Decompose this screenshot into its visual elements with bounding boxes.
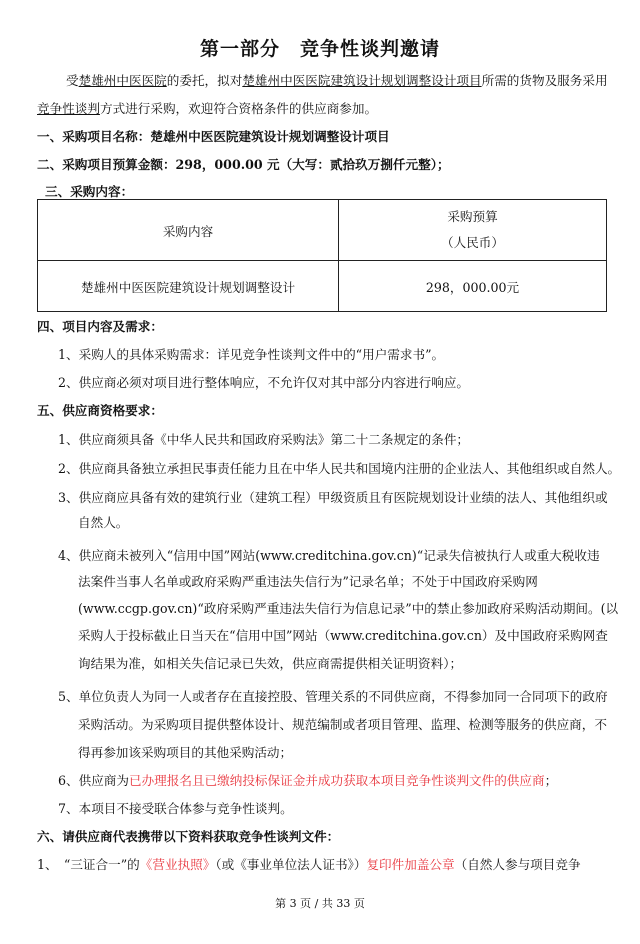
page-title: 第一部分 竞争性谈判邀请 [199, 38, 440, 60]
table-row [38, 261, 607, 312]
document-text: （自然人参与项目竞争 [454, 857, 581, 872]
section-qualifications: 五、供应商资格要求： [37, 403, 163, 418]
section-requirements: 四、项目内容及需求： [37, 319, 163, 334]
header-budget-unit: （人民币） [441, 235, 504, 250]
qualification-line: 2、供应商具备独立承担民事责任能力且在中华人民共和国境内注册的企业法人、其他组织或自然人。 [58, 461, 621, 476]
header-budget-cell [339, 200, 607, 261]
intro-text: 所需的货物及服务采用 [481, 73, 608, 88]
qualification-text: ； [544, 773, 558, 788]
section-project-name: 一、采购项目名称：楚雄州中医医院建筑设计规划调整设计项目 [37, 129, 390, 144]
header-content-cell: 采购内容 [38, 200, 339, 261]
intro-line-1 [66, 72, 608, 90]
table-header-row [38, 200, 607, 261]
qualification-line: (www.ccgp.gov.cn)“政府采购严重违法失信行为信息记录”中的禁止参加政府采购活动期间。(以 [78, 601, 619, 616]
qualification-line: 法案件当事人名单或政府采购严重违法失信行为”记录名单；不处于中国政府采购网 [78, 574, 538, 589]
qualification-line: 采购人于投标截止日当天在“信用中国”网站（www.creditchina.gov.cn）及中国政府采购网查 [78, 628, 608, 643]
intro-text: 方式进行采购，欢迎符合资格条件的供应商参加。 [99, 101, 378, 116]
document-text: （或《事业单位法人证书》） [215, 857, 367, 872]
procurement-method: 竞争性谈判 [37, 101, 100, 116]
qualification-line [58, 772, 557, 790]
qualification-line: 自然人。 [78, 515, 129, 530]
row-content-cell: 楚雄州中医医院建筑设计规划调整设计 [38, 261, 339, 312]
qualification-line: 3、供应商应具备有效的建筑行业（建筑工程）甲级资质且有医院规划设计业绩的法人、其他组织或 [58, 490, 608, 505]
highlighted-document: 复印件加盖公章 [366, 857, 455, 872]
requirement-item: 2、供应商必须对项目进行整体响应，不允许仅对其中部分内容进行响应。 [58, 375, 470, 390]
highlighted-document: 《营业执照》 [139, 857, 216, 872]
document-item [37, 856, 581, 874]
qualification-line: 4、供应商未被列入“信用中国”网站(www.creditchina.gov.cn)“记录失信被执行人或重大税收违 [58, 548, 600, 563]
section-documents: 六、请供应商代表携带以下资料获取竞争性谈判文件： [37, 829, 340, 844]
highlighted-requirement: 已办理报名且已缴纳投标保证金并成功获取本项目竞争性谈判文件的供应商 [128, 773, 545, 788]
intro-text: 的委托，拟对 [166, 73, 243, 88]
qualification-line: 得再参加该采购项目的其他采购活动； [78, 745, 293, 760]
header-budget-label: 采购预算 [447, 209, 498, 224]
requirement-item: 1、采购人的具体采购需求：详见竞争性谈判文件中的“用户需求书”。 [58, 347, 445, 362]
qualification-line: 5、单位负责人为同一人或者存在直接控股、管理关系的不同供应商，不得参加同一合同项下的政府 [58, 689, 608, 704]
page-footer: 第 3 页 / 共 33 页 [275, 897, 365, 910]
purchaser-name: 楚雄州中医医院 [78, 73, 167, 88]
section-budget: 二、采购项目预算金额：298，000.00 元（大写：贰拾玖万捌仟元整）； [37, 157, 450, 172]
intro-line-2 [37, 100, 377, 118]
qualification-line: 采购活动。为采购项目提供整体设计、规范编制或者项目管理、监理、检测等服务的供应商，不 [78, 717, 607, 732]
project-name: 楚雄州中医医院建筑设计规划调整设计项目 [242, 73, 482, 88]
qualification-line: 1、供应商须具备《中华人民共和国政府采购法》第二十二条规定的条件； [58, 432, 470, 447]
row-budget-cell: 298，000.00元 [339, 261, 607, 312]
qualification-line: 7、本项目不接受联合体参与竞争性谈判。 [58, 801, 293, 816]
procurement-table [37, 199, 607, 312]
document-text: 1、 “三证合一”的 [37, 857, 140, 872]
qualification-line: 询结果为准，如相关失信记录已失效，供应商需提供相关证明资料）； [78, 656, 463, 671]
intro-text: 受 [66, 73, 79, 88]
qualification-text: 6、供应商为 [58, 773, 129, 788]
section-procurement-content: 三、采购内容： [45, 184, 134, 199]
